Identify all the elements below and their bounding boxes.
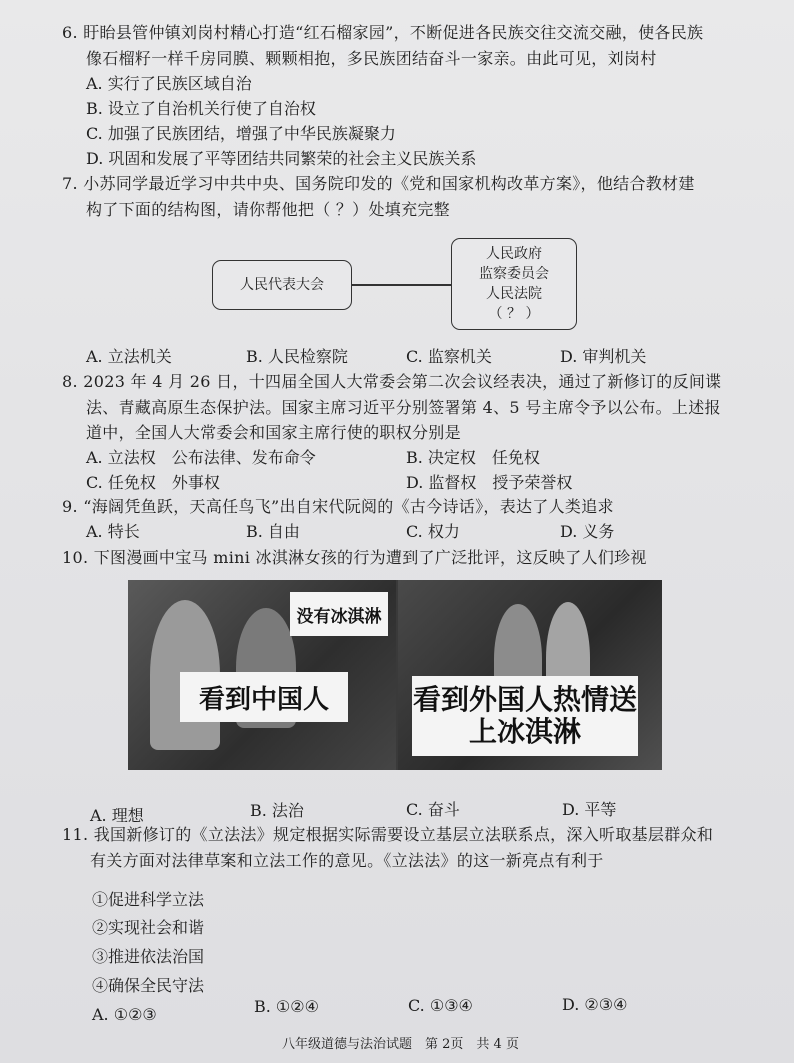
q9-stem: 9. “海阔凭鱼跃，天高任鸟飞”出自宋代阮阅的《古今诗话》，表达了人类追求 [62,497,614,516]
q11-stem-line1: 11. 我国新修订的《立法法》规定根据实际需要设立基层立法联系点，深入听取基层群众和 [62,825,714,844]
q10-option-c: C. 奋斗 [406,800,460,819]
q9-option-d: D. 义务 [560,522,615,541]
q8-option-d: D. 监督权 授予荣誉权 [406,473,573,492]
q7-stem-line1: 7. 小苏同学最近学习中共中央、国务院印发的《党和国家机构改革方案》，他结合教材建 [62,174,695,193]
q10-stem: 10. 下图漫画中宝马 mini 冰淇淋女孩的行为遭到了广泛批评，这反映了人们珍视 [62,548,647,567]
diagram-left-label: 人民代表大会 [240,277,324,293]
q10-option-a: A. 理想 [90,806,144,825]
q6-option-a: A. 实行了民族区域自治 [86,74,252,93]
q11-item-4: ④确保全民守法 [92,976,205,995]
comic-caption-left: 看到中国人 [180,672,348,722]
q11-option-a: A. ①②③ [92,1005,157,1024]
q6-option-c: C. 加强了民族团结，增强了中华民族凝聚力 [86,124,396,143]
comic-caption-right: 看到外国人热情送上冰淇淋 [412,676,638,756]
q8-option-a: A. 立法权 公布法律、发布命令 [86,448,316,467]
diagram-right-item-4: （ ？ ） [488,306,540,322]
q6-option-b: B. 设立了自治机关行使了自治权 [86,99,316,118]
q8-stem-line1: 8. 2023 年 4 月 26 日，十四届全国人大常委会第二次会议经表决，通过了新修订的反间谍 [62,372,722,391]
q8-option-b: B. 决定权 任免权 [406,448,540,467]
q9-option-b: B. 自由 [246,522,300,541]
diagram-right-item-1: 人民政府 [486,246,542,262]
q7-option-b: B. 人民检察院 [246,347,348,366]
comic-image [128,580,662,770]
q7-option-c: C. 监察机关 [406,347,492,366]
q8-option-c: C. 任免权 外事权 [86,473,220,492]
q11-option-c: C. ①③④ [408,996,473,1015]
q11-stem-line2: 有关方面对法律草案和立法工作的意见。《立法法》的这一新亮点有利于 [90,851,604,870]
q9-option-c: C. 权力 [406,522,460,541]
q8-stem-line2: 法、青藏高原生态保护法。国家主席习近平分别签署第 4、5 号主席令予以公布。上述报 [86,398,721,417]
page-footer: 八年级道德与法治试题 第 2页 共 4 页 [282,1037,519,1052]
q6-stem-line2: 像石榴籽一样千房同膜、颗颗相抱，多民族团结奋斗一家亲。由此可见，刘岗村 [86,49,657,68]
q10-option-b: B. 法治 [250,801,304,820]
q11-item-3: ③推进依法治国 [92,947,205,966]
q6-stem-line1: 6. 盱眙县管仲镇刘岗村精心打造“红石榴家园”，不断促进各民族交往交流交融，使各民族 [62,23,704,42]
q10-option-d: D. 平等 [562,800,617,819]
q11-item-2: ②实现社会和谐 [92,918,205,937]
comic-panel-left [128,580,396,770]
q7-option-a: A. 立法机关 [86,347,172,366]
q11-option-d: D. ②③④ [562,995,628,1014]
q6-option-d: D. 巩固和发展了平等团结共同繁荣的社会主义民族关系 [86,149,477,168]
q9-option-a: A. 特长 [86,522,140,541]
comic-panel-right [398,580,662,770]
q11-option-b: B. ①②④ [254,997,319,1016]
diagram-right-item-2: 监察委员会 [479,266,549,282]
comic-caption-no-icecream: 没有冰淇淋 [290,592,388,636]
diagram-left-box [212,260,352,310]
q7-stem-line2: 构了下面的结构图，请你帮他把（ ？）处填充完整 [86,200,450,219]
diagram-right-box [451,238,577,330]
diagram-right-item-3: 人民法院 [486,286,542,302]
q11-item-1: ①促进科学立法 [92,890,205,909]
q8-stem-line3: 道中，全国人大常委会和国家主席行使的职权分别是 [86,423,461,442]
q7-option-d: D. 审判机关 [560,347,647,366]
diagram-connector [352,284,451,286]
